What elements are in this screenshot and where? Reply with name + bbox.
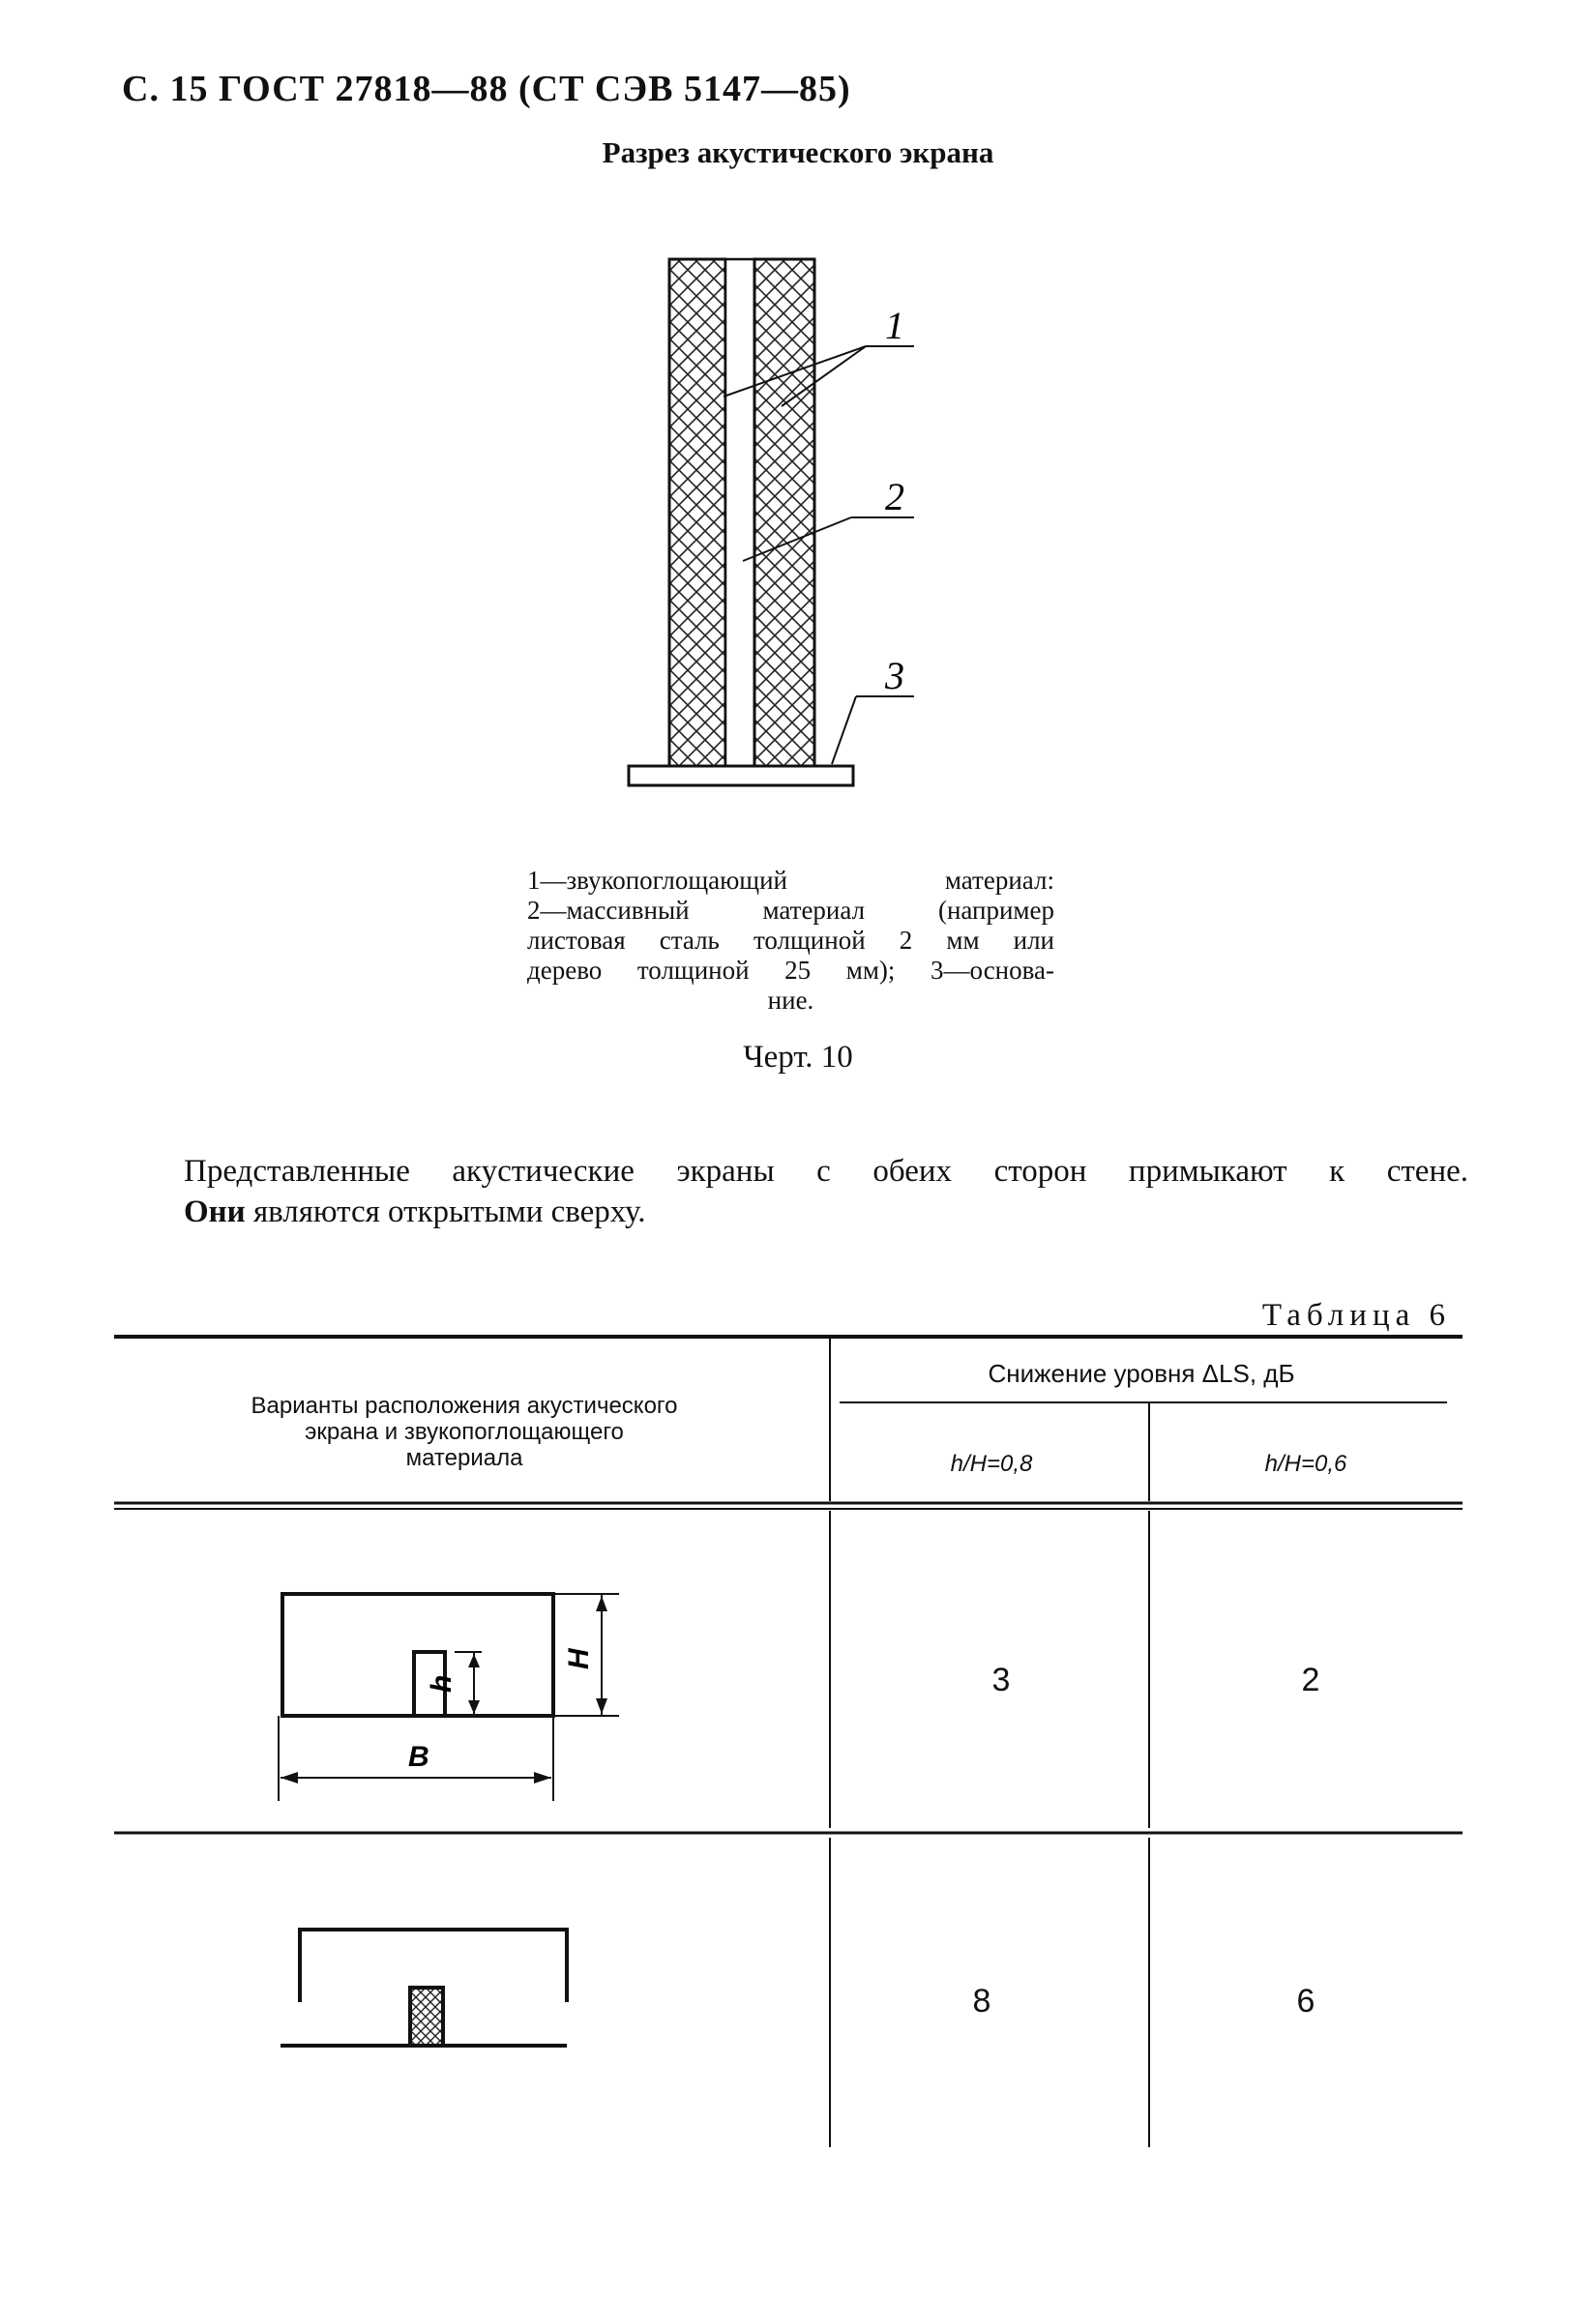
paragraph-bold-word: Они: [184, 1194, 246, 1229]
absorber-right: [754, 259, 814, 766]
paragraph-line-2: [184, 1194, 646, 1229]
figure-title: Разрез акустического экрана: [602, 135, 994, 169]
legend-line: дерево толщиной 25 мм); 3—основа-: [527, 956, 1054, 985]
table-label: Таблица 6: [1261, 1298, 1451, 1333]
cell-row1-h08: 3: [991, 1662, 1011, 1698]
body-paragraph: [184, 1151, 1468, 1232]
dim-label-H: H: [563, 1648, 595, 1669]
legend-line: 2—массивный материал (например: [527, 896, 1054, 925]
header-line: экрана и звукопоглощающего: [305, 1419, 624, 1445]
legend-line: ние.: [767, 986, 814, 1015]
massive-core: [725, 259, 754, 766]
figure-legend: [527, 866, 1054, 1016]
paragraph-rest: являются открытыми сверху.: [245, 1194, 646, 1229]
column-header-08: h/H=0,8: [950, 1451, 1033, 1477]
dim-label-h: h: [426, 1674, 458, 1693]
diagram-plain-screen: [261, 1577, 648, 1818]
cell-row1-h06: 2: [1301, 1662, 1320, 1698]
cell-row2-h06: 6: [1296, 1983, 1315, 2020]
header-line: Варианты расположения акустического: [251, 1393, 678, 1419]
label-3: 3: [885, 654, 904, 697]
label-2: 2: [885, 475, 904, 518]
legend-line: листовая сталь толщиной 2 мм или: [527, 926, 1054, 955]
label-1: 1: [885, 304, 904, 347]
column-header-06: h/H=0,6: [1264, 1451, 1347, 1477]
cell-row2-h08: 8: [972, 1983, 991, 2020]
page-header: С. 15 ГОСТ 27818—88 (СТ СЭВ 5147—85): [122, 69, 851, 109]
screen-section-drawing: [0, 0, 1596, 870]
table-header-variants: [145, 1393, 783, 1471]
absorber-left: [669, 259, 725, 766]
header-line: материала: [405, 1445, 523, 1471]
figure-caption: Черт. 10: [743, 1040, 853, 1075]
table-header-reduction: Снижение уровня ΔLS, дБ: [988, 1359, 1295, 1388]
diagram-absorbing-screen: [281, 1920, 590, 2065]
dim-label-B: B: [408, 1741, 429, 1773]
paragraph-line: Представленные акустические экраны с обеих сторон примыкают к стене.: [184, 1154, 1468, 1189]
base-plate: [629, 766, 853, 785]
legend-line: 1—звукопоглощающий материал:: [527, 866, 1054, 895]
